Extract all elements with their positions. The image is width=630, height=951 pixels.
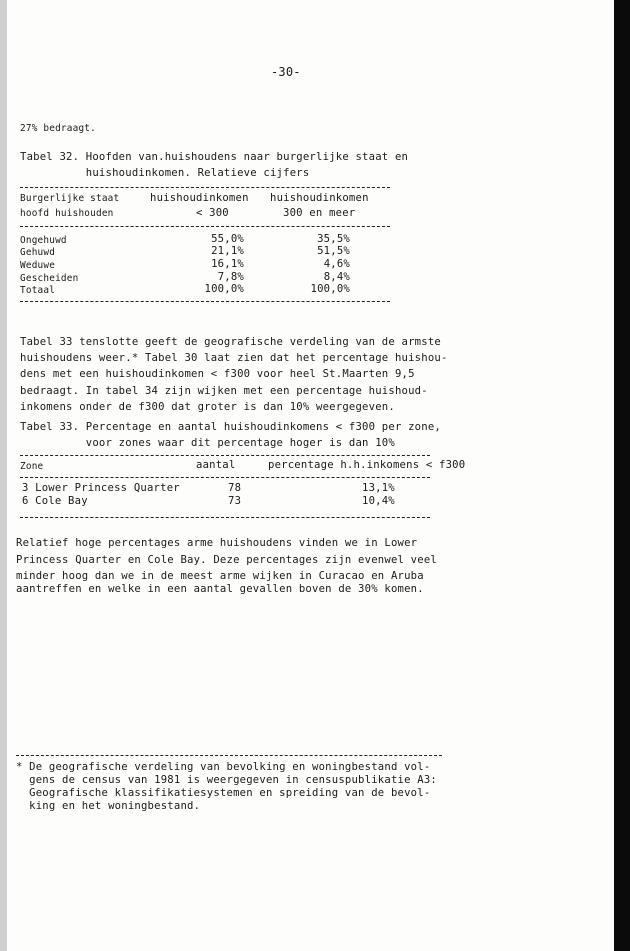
table-title: voor zones waar dit percentage hoger is dan 10% — [20, 437, 395, 449]
cell-zone: 3 Lower Princess Quarter — [22, 482, 180, 494]
footnote-line: * De geografische verdeling van bevolking en woningbestand vol- — [16, 761, 431, 773]
cell-lt300: 7,8% — [217, 271, 244, 283]
header-zone: Zone — [20, 461, 44, 472]
text-line: dens met een huishoudinkomen < f300 voor heel St.Maarten 9,5 — [20, 368, 415, 380]
header-percentage: percentage h.h.inkomens < f300 — [268, 459, 466, 471]
divider — [20, 301, 390, 302]
row-label: Ongehuwd — [20, 235, 67, 246]
divider — [20, 517, 430, 518]
text-line: bedraagt. In tabel 34 zijn wijken met een percentage huishoud- — [20, 385, 428, 397]
cell-ge300: 51,5% — [317, 245, 350, 257]
scan-right-edge — [614, 0, 630, 951]
header-col3: huishoudinkomen — [270, 192, 369, 204]
cell-percentage: 10,4% — [362, 495, 395, 507]
header-col1: hoofd huishouden — [20, 208, 114, 219]
divider — [20, 226, 390, 227]
footnote-line: Geografische klassifikatiesystemen en spreiding van de bevol- — [16, 787, 431, 799]
text-line: Princess Quarter en Cole Bay. Deze percentages zijn evenwel veel — [16, 554, 437, 566]
header-col3: 300 en meer — [283, 207, 356, 219]
text-line: aantreffen en welke in een aantal gevallen boven de 30% komen. — [16, 583, 424, 595]
divider — [20, 455, 430, 456]
header-col2: < 300 — [196, 207, 229, 219]
text-line: Tabel 33 tenslotte geeft de geografische verdeling van de armste — [20, 336, 441, 348]
header-aantal: aantal — [196, 459, 236, 471]
cell-ge300: 35,5% — [317, 233, 350, 245]
cell-lt300: 21,1% — [211, 245, 244, 257]
cell-ge300: 8,4% — [323, 271, 350, 283]
table-title: Tabel 32. Hoofden van.huishoudens naar burgerlijke staat en — [20, 151, 409, 163]
row-label: Totaal — [20, 285, 56, 296]
footnote-line: king en het woningbestand. — [16, 800, 201, 812]
intro-line: 27% bedraagt. — [20, 123, 96, 134]
text-line: huishoudens weer.* Tabel 30 laat zien dat het percentage huishou- — [20, 352, 448, 364]
scan-left-edge — [0, 0, 7, 951]
divider — [20, 477, 430, 478]
text-line: Relatief hoge percentages arme huishoudens vinden we in Lower — [16, 537, 418, 549]
footnote-line: gens de census van 1981 is weergegeven in censuspublikatie A3: — [16, 774, 437, 786]
cell-percentage: 13,1% — [362, 482, 395, 494]
row-label: Gescheiden — [20, 273, 79, 284]
divider — [20, 187, 390, 188]
cell-aantal: 73 — [228, 495, 242, 507]
page-number: -30- — [271, 65, 301, 79]
cell-ge300: 4,6% — [323, 258, 350, 270]
table-title: huishoudinkomen. Relatieve cijfers — [20, 167, 310, 179]
cell-aantal: 78 — [228, 482, 242, 494]
text-line: minder hoog dan we in de meest arme wijken in Curacao en Aruba — [16, 570, 424, 582]
cell-zone: 6 Cole Bay — [22, 495, 88, 507]
header-col2: huishoudinkomen — [150, 192, 249, 204]
cell-lt300: 55,0% — [211, 233, 244, 245]
header-col1: Burgerlijke staat — [20, 193, 120, 204]
text-line: inkomens onder de f300 dat groter is dan 10% weergegeven. — [20, 401, 395, 413]
cell-ge300: 100,0% — [310, 283, 350, 295]
cell-lt300: 100,0% — [204, 283, 244, 295]
cell-lt300: 16,1% — [211, 258, 244, 270]
row-label: Weduwe — [20, 260, 56, 271]
row-label: Gehuwd — [20, 247, 56, 258]
table-title: Tabel 33. Percentage en aantal huishoudinkomens < f300 per zone, — [20, 421, 441, 433]
footnote-divider — [16, 755, 442, 756]
